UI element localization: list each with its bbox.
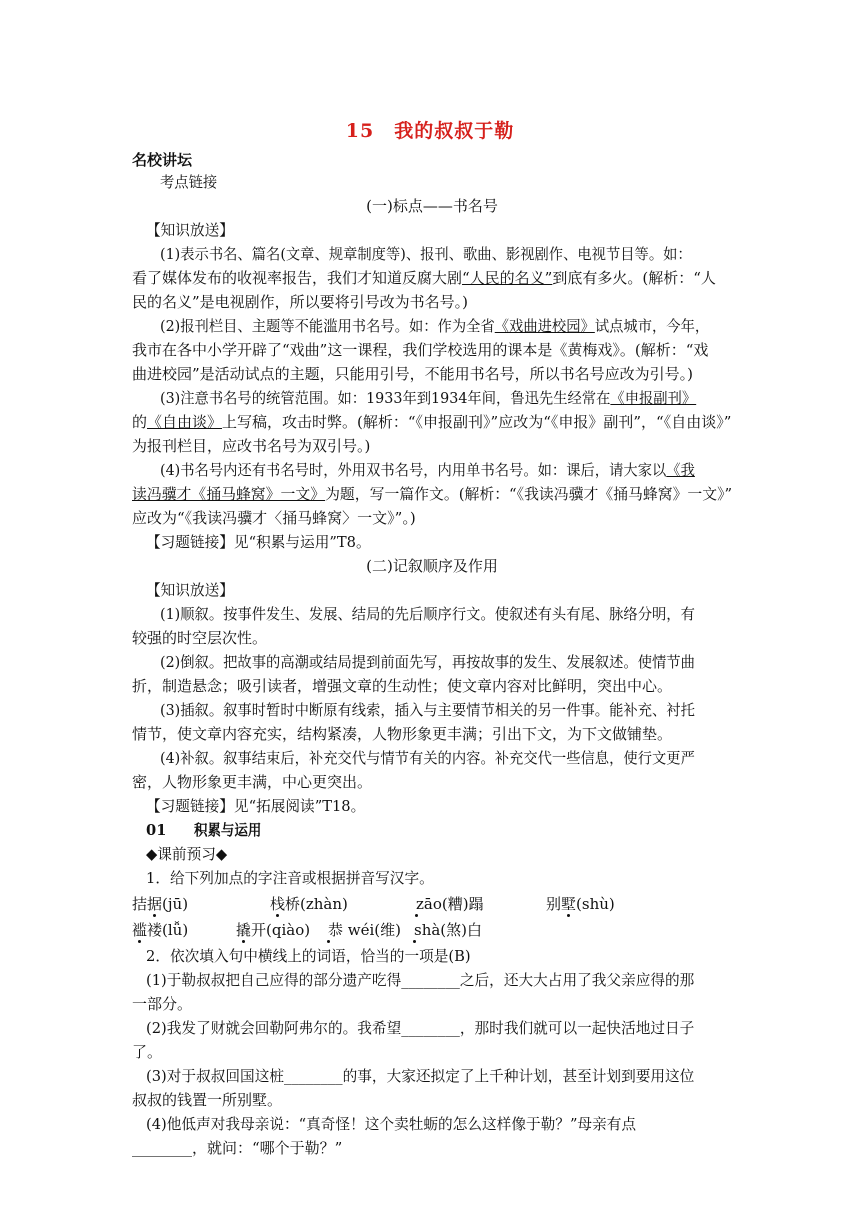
part2-knowledge-label: 【知识放送】 (146, 581, 234, 599)
part1-p4-line1 (160, 460, 732, 480)
page-title: 15 我的叔叔于勒 (345, 120, 515, 142)
q2-stem: 2．依次填入句中横线上的词语，恰当的一项是(B) (146, 947, 471, 965)
part2-p2-line2: 折，制造悬念；吸引读者，增强文章的生动性；使文章内容对比鲜明，突出中心。 (132, 677, 673, 695)
part2-p2-line1: (2)倒叙。把故事的高潮或结局提到前面先写，再按故事的发生、发展叙述。使情节曲 (160, 653, 695, 671)
q2-s2-line1: (2)我发了财就会回勒阿弗尔的。我希望________，那时我们就可以一起快活地过日子 (146, 1019, 695, 1037)
q1-item (270, 894, 348, 914)
q2-s2-line2: 了。 (132, 1043, 163, 1061)
q2-s4-line2: ________，就问：“哪个于勒？” (132, 1139, 343, 1157)
part1-p1-line1: (1)表示书名、篇名(文章、规章制度等)、报刊、歌曲、影视剧作、电视节目等。如： (160, 245, 692, 263)
q1-item (546, 894, 615, 914)
part2-p3-line1: (3)插叙。叙事时暂时中断原有线索，插入与主要情节相关的另一件事。能补充、衬托 (160, 701, 695, 719)
text-run: 开(qiào) (251, 921, 311, 939)
text-run: (jū) (162, 895, 189, 913)
q1-stem: 1．给下列加点的字注音或根据拼音写汉字。 (146, 869, 434, 887)
text-run: 拮 (132, 895, 148, 913)
underlined-example: 《自由谈》 (147, 413, 223, 431)
text-run: 桥(zhàn) (285, 895, 348, 913)
part1-exercise-link: 【习题链接】见“积累与运用”T8。 (146, 533, 371, 551)
part2-p1-line1: (1)顺叙。按事件发生、发展、结局的先后顺序行文。使叙述有头有尾、脉络分明，有 (160, 605, 695, 623)
part2-p3-line2: 情节，使文章内容充实，结构紧凑，人物形象更丰满；引出下文，为下文做铺垫。 (132, 725, 673, 743)
section-header: 名校讲坛 (132, 151, 193, 169)
part2-p1-line2: 较强的时空层次性。 (132, 629, 268, 647)
dotted-char: 栈 (270, 895, 286, 913)
underlined-example: “人民的名义” (462, 269, 553, 287)
part1-p4-line2 (132, 484, 733, 504)
part1-p3-line2 (132, 412, 732, 432)
text-run: (shù) (576, 895, 615, 913)
part1-p2-line2: 我市在各中小学开辟了“戏曲”这一课程，我们学校选用的课本是《黄梅戏》。(解析：“戏 (132, 341, 709, 359)
part1-p1-line2 (132, 268, 732, 288)
q2-s1-line1: (1)于勒叔叔把自己应得的部分遗产吃得________之后，还大大占用了我父亲应得的那 (146, 971, 695, 989)
underlined-example: 《申报副刊》 (610, 389, 697, 407)
part1-heading: (一)标点——书名号 (366, 197, 498, 215)
part2-exercise-link: 【习题链接】见“拓展阅读”T18。 (146, 797, 366, 815)
text-run: 上写稿，攻击时弊。(解析：“《申报副刊》”应改为“《申报》副刊”，“《自由谈》” (222, 413, 732, 431)
underlined-example: 《戏曲进校园》 (494, 317, 595, 335)
preview-label: ◆课前预习◆ (146, 845, 228, 863)
text-run: (3)注意书名号的统管范围。如：1933年到1934年间，鲁迅先生经常在 (160, 389, 611, 407)
dotted-char: 据 (147, 895, 163, 913)
q1-item (416, 894, 484, 914)
q2-s1-line2: 一部分。 (132, 995, 193, 1013)
q2-s3-line2: 叔叔的钱置一所别墅。 (132, 1091, 283, 1109)
part1-p1-line3: 民的名义”是电视剧作，所以要将引号改为书名号。) (132, 293, 469, 311)
unit-number: 01 (146, 821, 167, 839)
underlined-example: 读冯骥才《捅马蜂窝》一文》 (132, 485, 326, 503)
text-run: 恭 wéi(维) (328, 921, 401, 939)
part1-p3-line3: 为报刊栏目，应改书名号为双引号。) (132, 437, 371, 455)
text-run: shà(煞)白 (414, 921, 483, 939)
text-run: (2)报刊栏目、主题等不能滥用书名号。如：作为全省 (160, 317, 495, 335)
text-run: zāo(糟)蹋 (416, 895, 484, 913)
underlined-example: 《我 (666, 461, 695, 479)
unit-name: 积累与运用 (194, 821, 262, 839)
text-run: 试点城市，今年， (594, 317, 710, 335)
dotted-char: 褴 (132, 921, 148, 939)
part2-heading: (二)记叙顺序及作用 (366, 557, 498, 575)
text-run: 别 (546, 895, 562, 913)
dotted-char: 墅 (561, 895, 577, 913)
text-run: 看了媒体发布的收视率报告，我们才知道反腐大剧 (132, 269, 463, 287)
part2-p4-line1: (4)补叙。叙事结束后，补充交代与情节有关的内容。补充交代一些信息，使行文更严 (160, 749, 695, 767)
text-run: 为题，写一篇作文。(解析：“《我读冯骥才《捅马蜂窝》一文》” (325, 485, 733, 503)
q1-item (132, 894, 188, 914)
q1-item (328, 920, 401, 940)
subheader: 考点链接 (160, 173, 218, 191)
part1-knowledge-label: 【知识放送】 (146, 221, 234, 239)
q1-item (236, 920, 310, 940)
part1-p3-line1 (160, 388, 732, 408)
text-run: 的 (132, 413, 148, 431)
part2-p4-line2: 密，人物形象更丰满，中心更突出。 (132, 773, 373, 791)
text-run: 褛(lǚ) (147, 921, 189, 939)
part1-p2-line1 (160, 316, 732, 336)
q1-item (132, 920, 188, 940)
text-run: (4)书名号内还有书名号时，外用双书名号，内用单书名号。如：课后，请大家以 (160, 461, 667, 479)
dotted-char: 撬 (236, 921, 252, 939)
q2-s4-line1: (4)他低声对我母亲说：“真奇怪！这个卖牡蛎的怎么这样像于勒？”母亲有点 (146, 1115, 637, 1133)
part1-p2-line3: 曲进校园”是活动试点的主题，只能用引号，不能用书名号，所以书名号应改为引号。) (132, 365, 694, 383)
q2-s3-line1: (3)对于叔叔回国这桩________的事，大家还拟定了上千种计划，甚至计划到要用这位 (146, 1067, 695, 1085)
text-run: 到底有多火。(解析：“人 (552, 269, 716, 287)
part1-p4-line3: 应改为“《我读冯骥才〈捅马蜂窝〉一文》”。) (132, 509, 416, 527)
q1-item (414, 920, 482, 940)
